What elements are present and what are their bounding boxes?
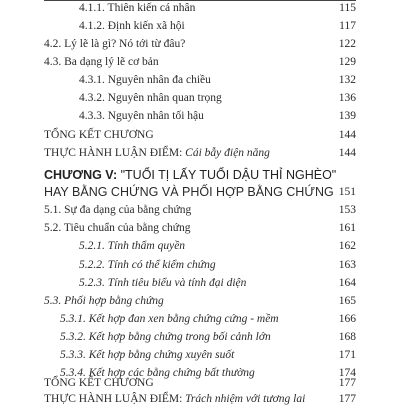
toc-entry-label: 4.3.1. Nguyên nhân đa chiều xyxy=(79,74,211,86)
toc-entry-page: 122 xyxy=(338,38,356,50)
toc-entry-page: 139 xyxy=(338,110,356,122)
toc-entry-label: 5.2.3. Tính tiêu biểu và tính đại diện xyxy=(79,277,247,289)
toc-entry-label: 5.1. Sự đa dạng của bằng chứng xyxy=(44,204,192,216)
toc-entry-label: 4.1.2. Định kiến xã hội xyxy=(79,20,185,32)
chapter-title-line1: "TUỔI TỊ LẤY TUỔI DẬU THỈ NGHÈO" xyxy=(120,168,337,182)
practice-entry xyxy=(0,390,400,408)
toc-entry-page: 153 xyxy=(338,204,356,216)
toc-entry xyxy=(0,274,400,292)
chapter-summary-page: 144 xyxy=(338,129,356,141)
practice-prefix: THỰC HÀNH LUẬN ĐIỂM: xyxy=(44,147,183,159)
toc-entry-page: 163 xyxy=(338,259,356,271)
toc-entry xyxy=(0,256,400,274)
toc-entry-label: 5.3. Phối hợp bằng chứng xyxy=(44,295,164,307)
toc-entry-page: 168 xyxy=(338,331,356,343)
toc-entry-page: 165 xyxy=(338,295,356,307)
toc-entry-page: 136 xyxy=(338,92,356,104)
toc-entry-page: 132 xyxy=(338,74,356,86)
chapter-summary-label: TỔNG KẾT CHƯƠNG xyxy=(44,377,154,389)
practice-prefix: THỰC HÀNH LUẬN ĐIỂM: xyxy=(44,393,183,405)
toc-entry xyxy=(0,292,400,310)
toc-entry-page: 166 xyxy=(338,313,356,325)
toc-entry-label: 5.2. Tiêu chuẩn của bằng chứng xyxy=(44,222,191,234)
toc-entry xyxy=(0,346,400,364)
toc-entry-label: 4.3. Ba dạng lý lẽ cơ bản xyxy=(44,56,159,68)
toc-entry xyxy=(0,0,400,17)
toc-entry-page: 164 xyxy=(338,277,356,289)
toc-entry xyxy=(0,53,400,71)
toc-entry xyxy=(0,107,400,125)
practice-entry xyxy=(0,144,400,162)
toc-entry-label: 5.3.2. Kết hợp bằng chứng trong bối cảnh lớn xyxy=(60,331,271,343)
chapter-page: 151 xyxy=(338,186,356,198)
toc-entry-label: 5.3.3. Kết hợp bằng chứng xuyên suốt xyxy=(60,349,235,361)
chapter-number: CHƯƠNG V: xyxy=(44,168,118,182)
toc-entry-label: 4.2. Lý lẽ là gì? Nó tới từ đâu? xyxy=(44,38,186,50)
toc-entry xyxy=(0,17,400,35)
toc-entry-label: 5.2.1. Tính thẩm quyền xyxy=(79,240,186,252)
chapter-summary-page: 177 xyxy=(338,377,356,389)
toc-entry-page: 161 xyxy=(338,222,356,234)
toc-entry-page: 171 xyxy=(338,349,356,361)
toc-entry-label: 4.3.3. Nguyên nhân tối hậu xyxy=(79,110,204,122)
toc-entry-page: 117 xyxy=(339,20,356,32)
toc-entry-page: 174 xyxy=(338,367,356,379)
chapter-summary-label: TỔNG KẾT CHƯƠNG xyxy=(44,129,154,141)
toc-entry-label: 5.2.2. Tính có thể kiểm chứng xyxy=(79,259,216,271)
toc-entry-label: 4.3.2. Nguyên nhân quan trọng xyxy=(79,92,222,104)
chapter-heading xyxy=(44,167,364,184)
chapter-title-line2: HAY BẰNG CHỨNG VÀ PHỐI HỢP BẰNG CHỨNG xyxy=(44,185,334,199)
toc-entry-label: 4.1.1. Thiên kiến cá nhân xyxy=(79,2,196,14)
toc-entry xyxy=(0,219,400,237)
toc-entry xyxy=(0,328,400,346)
toc-entry xyxy=(0,89,400,107)
practice-page: 144 xyxy=(338,147,356,159)
toc-entry-page: 115 xyxy=(339,2,356,14)
toc-entry-label: 5.3.4. Kết hợp các bằng chứng bất thường xyxy=(60,367,255,379)
practice-page: 177 xyxy=(338,393,356,405)
toc-entry xyxy=(0,71,400,89)
toc-entry xyxy=(0,237,400,255)
toc-entry-label: 5.3.1. Kết hợp đan xen bằng chứng cứng - mềm xyxy=(60,313,279,325)
practice-title: Cái bẫy điện năng xyxy=(185,147,270,159)
toc-entry-page: 129 xyxy=(338,56,356,68)
toc-entry xyxy=(0,35,400,53)
toc-entry xyxy=(0,201,400,219)
toc-entry xyxy=(0,310,400,328)
practice-title: Trách nhiệm với tương lai xyxy=(185,393,306,405)
toc-entry-page: 162 xyxy=(338,240,356,252)
chapter-summary xyxy=(0,126,400,144)
